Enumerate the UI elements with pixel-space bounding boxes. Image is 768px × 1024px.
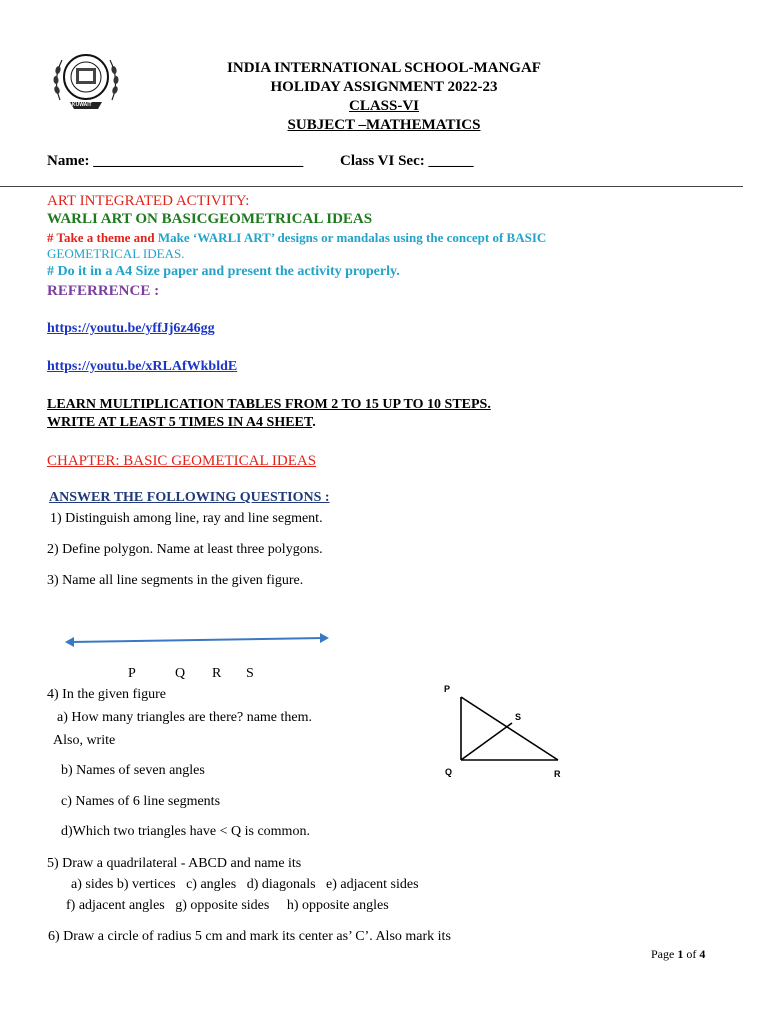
subject-title: SUBJECT –MATHEMATICS	[287, 117, 481, 133]
segment-pr	[461, 697, 558, 760]
triangle-label-r: R	[554, 769, 561, 779]
right-arrowhead	[320, 633, 329, 643]
tables-line-2-end: .	[312, 415, 316, 430]
tables-line-2-wrap	[47, 415, 316, 431]
question-4: 4) In the given figure	[47, 687, 166, 702]
class-section-field: Class VI Sec: ______	[340, 153, 474, 169]
chapter-title: CHAPTER: BASIC GEOMETICAL IDEAS	[47, 453, 317, 469]
page-number	[651, 947, 705, 962]
logo-text: KUWAIT	[72, 102, 92, 108]
question-5: 5) Draw a quadrilateral - ABCD and name its	[47, 856, 302, 871]
line-pqrs	[70, 638, 324, 642]
tables-line-1: LEARN MULTIPLICATION TABLES FROM 2 TO 15 UP TO 10 STEPS.	[47, 397, 491, 412]
school-name: INDIA INTERNATIONAL SCHOOL-MANGAF	[227, 60, 541, 76]
page-total: 4	[699, 947, 706, 961]
art-instruction-red: # Take a theme and	[47, 230, 158, 245]
question-2: 2) Define polygon. Name at least three polygons.	[47, 542, 323, 557]
divider	[0, 186, 743, 187]
question-4b: b) Names of seven angles	[61, 763, 205, 778]
assignment-title: HOLIDAY ASSIGNMENT 2022-23	[270, 79, 498, 95]
triangle-figure	[455, 695, 565, 765]
left-arrowhead	[65, 637, 74, 647]
page-prefix: Page	[651, 947, 678, 961]
point-s: S	[246, 666, 254, 681]
question-3: 3) Name all line segments in the given figure.	[47, 573, 304, 588]
name-field: Name: ____________________________	[47, 153, 304, 169]
line-figure	[62, 632, 332, 652]
question-1: 1) Distinguish among line, ray and line segment.	[50, 511, 323, 526]
answer-heading: ANSWER THE FOLLOWING QUESTIONS :	[49, 490, 330, 505]
art-instruction-1-cont: GEOMETRICAL IDEAS.	[47, 246, 185, 261]
question-4a-cont: Also, write	[53, 733, 116, 748]
page-current: 1	[677, 947, 684, 961]
reference-label: REFERRENCE :	[47, 283, 160, 299]
art-instruction-1	[47, 230, 546, 246]
art-title: ART INTEGRATED ACTIVITY:	[47, 193, 250, 209]
class-title: CLASS-VI	[348, 98, 420, 114]
question-6: 6) Draw a circle of radius 5 cm and mark its center as’ C’. Also mark its	[48, 929, 451, 944]
point-p: P	[128, 666, 136, 681]
question-4a: a) How many triangles are there? name them.	[57, 710, 313, 725]
art-subtitle: WARLI ART ON BASICGEOMETRICAL IDEAS	[47, 211, 373, 227]
youtube-link-2[interactable]: https://youtu.be/xRLAfWkbldE	[47, 359, 238, 374]
question-5-parts-2: f) adjacent angles g) opposite sides h) opposite angles	[66, 898, 389, 913]
point-q: Q	[175, 666, 186, 681]
art-instruction-2: # Do it in a A4 Size paper and present the activity properly.	[47, 264, 400, 279]
youtube-link-1[interactable]: https://youtu.be/yffJj6z46gg	[47, 321, 215, 336]
segment-qs	[461, 723, 512, 760]
question-4c: c) Names of 6 line segments	[61, 794, 221, 809]
triangle-label-p: P	[444, 684, 451, 694]
art-instruction-cyan: Make ‘WARLI ART’ designs or mandalas using the concept of BASIC	[157, 230, 547, 245]
triangle-label-s: S	[515, 712, 522, 722]
tables-line-2: WRITE AT LEAST 5 TIMES IN A4 SHEET	[47, 415, 313, 430]
question-5-parts-1: a) sides b) vertices c) angles d) diagonals e) adjacent sides	[71, 877, 419, 892]
point-r: R	[212, 666, 222, 681]
page-of: of	[683, 947, 700, 961]
triangle-label-q: Q	[445, 767, 453, 777]
question-4d: d)Which two triangles have < Q is common.	[61, 824, 310, 839]
